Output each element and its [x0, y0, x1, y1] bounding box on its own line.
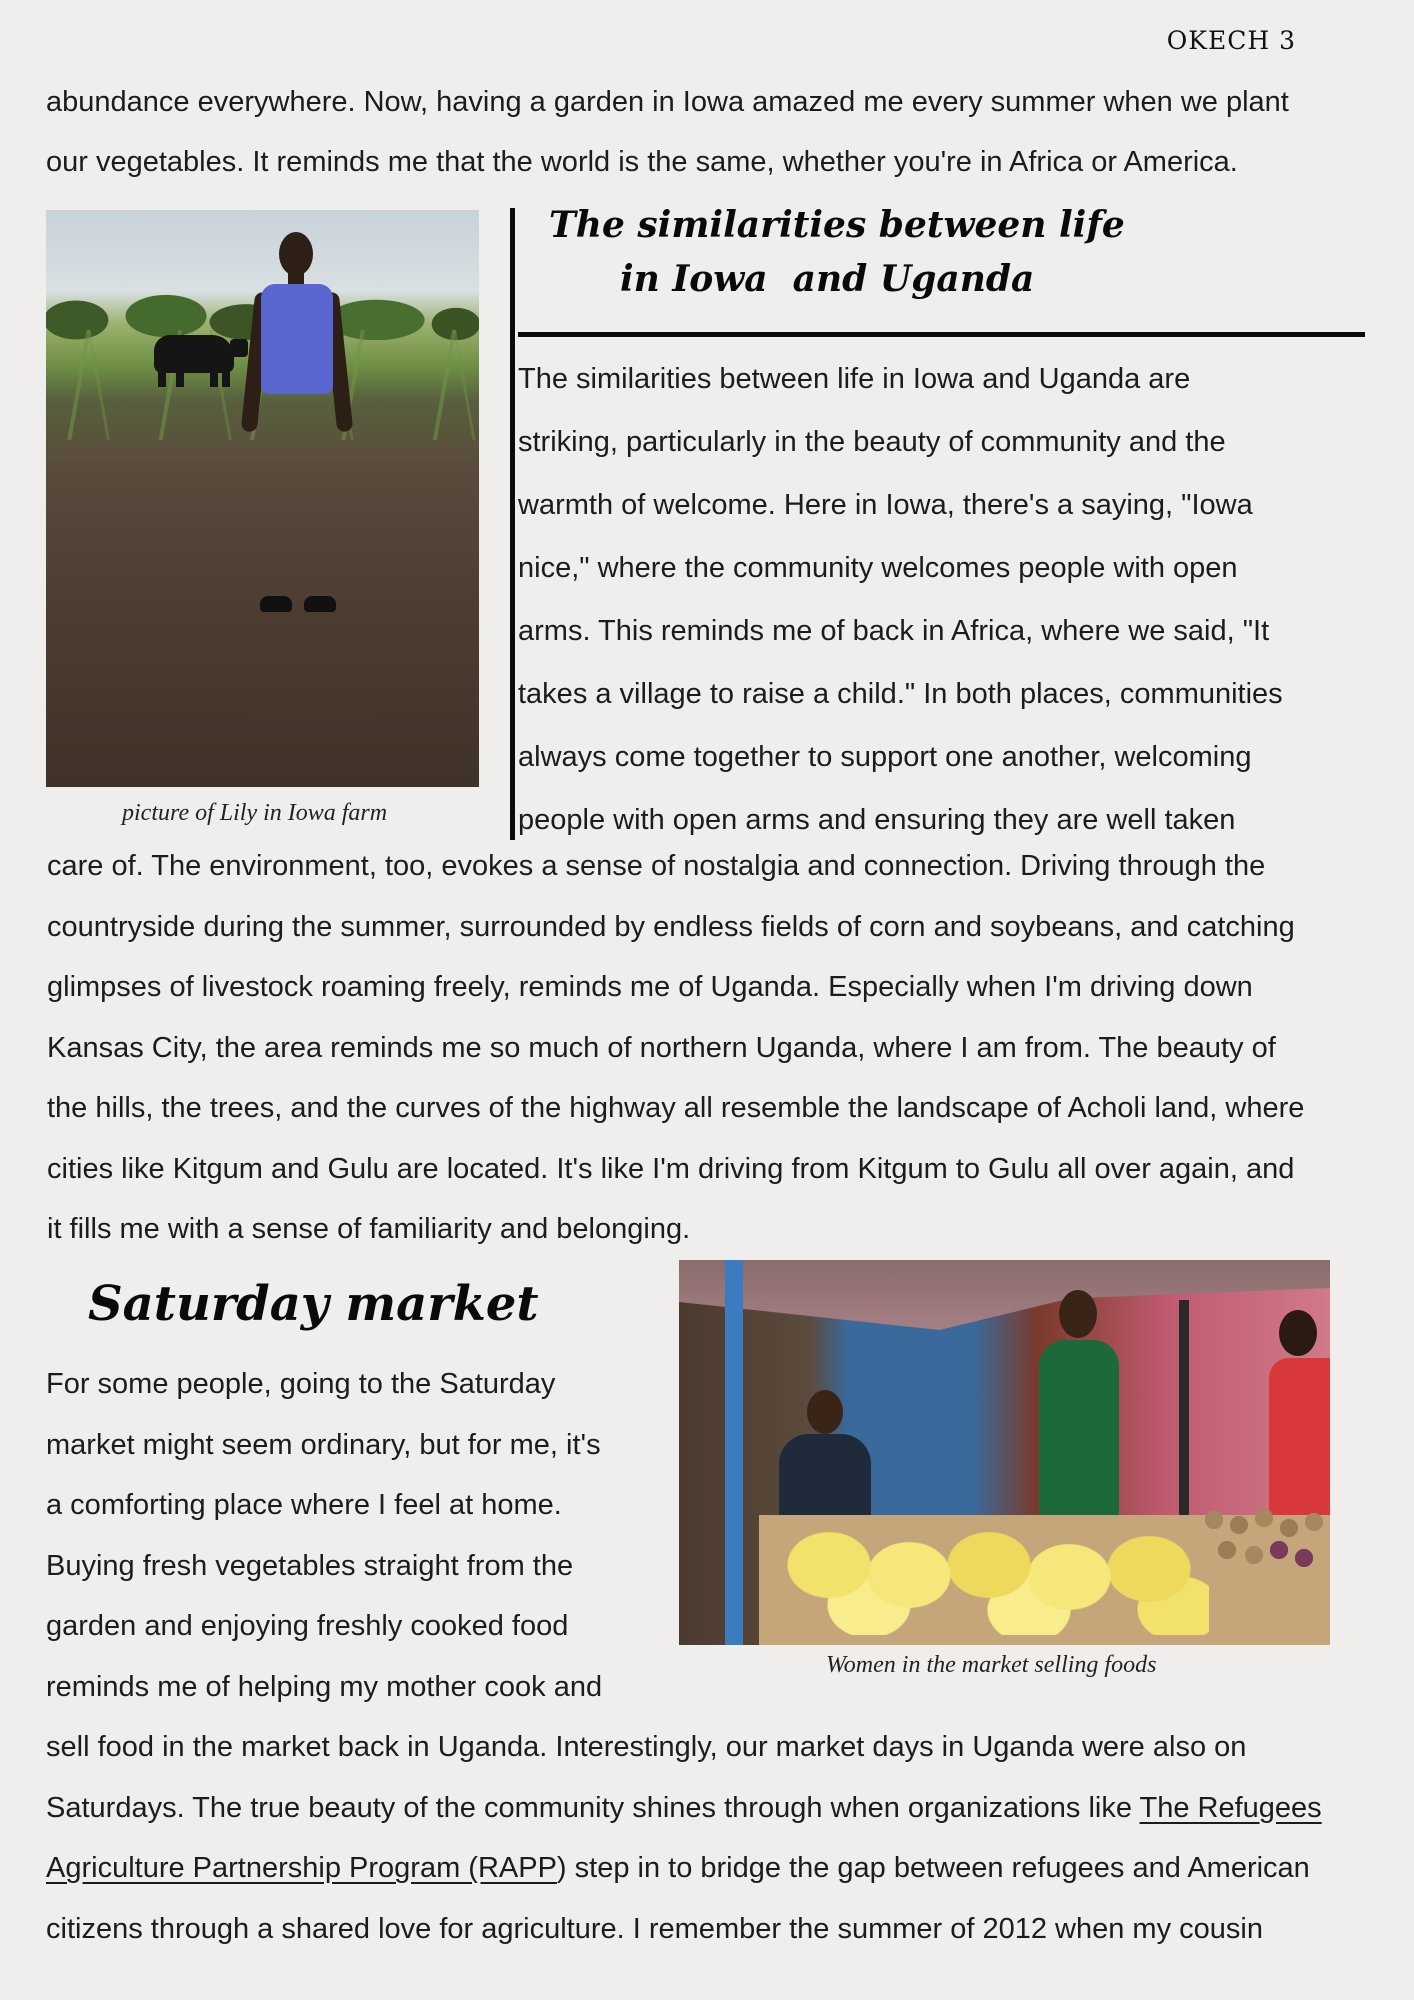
text-line: cities like Kitgum and Gulu are located. It's like I'm driving from Kitgum to Gulu all over again, and — [47, 1152, 1295, 1185]
market-continuation-text — [46, 1717, 1322, 1959]
text-line: always come together to support one another, welcoming — [518, 741, 1252, 773]
vendor-figure — [779, 1390, 869, 1520]
text-line: striking, particularly in the beauty of community and the — [518, 426, 1226, 458]
text-line: glimpses of livestock roaming freely, reminds me of Uganda. Especially when I'm driving down — [47, 971, 1253, 1003]
rapp-link-continued[interactable]: Agriculture Partnership Program (RAPP — [46, 1852, 557, 1884]
saturday-market-heading: Saturday market — [88, 1276, 539, 1332]
section-vertical-rule — [510, 208, 515, 840]
text-line: countryside during the summer, surrounded by endless fields of corn and soybeans, and catching — [47, 910, 1295, 943]
text-line: it fills me with a sense of familiarity and belonging. — [47, 1213, 691, 1245]
text-line: The similarities between life in Iowa and Uganda are — [518, 363, 1191, 395]
farm-photo-caption: picture of Lily in Iowa farm — [122, 800, 388, 826]
text-line: our vegetables. It reminds me that the world is the same, whether you're in Africa or America. — [46, 146, 1238, 178]
vendor-figure — [1029, 1290, 1129, 1520]
text-line — [46, 1778, 1322, 1839]
text-line: market might seem ordinary, but for me, it's — [46, 1428, 601, 1461]
intro-paragraph — [46, 72, 1289, 192]
rapp-link[interactable]: The Refugees — [1139, 1791, 1322, 1824]
text-segment: ) step in to bridge the gap between refugees and American — [556, 1852, 1310, 1884]
text-line: nice," where the community welcomes people with open — [518, 552, 1238, 584]
cow-figure — [154, 335, 234, 373]
text-line: Buying fresh vegetables straight from the — [46, 1549, 574, 1582]
text-line: Kansas City, the area reminds me so much of northern Uganda, where I am from. The beauty of — [47, 1031, 1276, 1064]
text-line: takes a village to raise a child." In both places, communities — [518, 678, 1283, 710]
text-line — [46, 1838, 1322, 1899]
potatoes-onions — [1199, 1500, 1330, 1610]
market-column-text — [46, 1354, 602, 1717]
text-line: arms. This reminds me of back in Africa, where we said, "It — [518, 615, 1270, 647]
text-line: a comforting place where I feel at home. — [46, 1489, 562, 1521]
similarities-continuation-text — [47, 836, 1304, 1260]
market-photo-caption: Women in the market selling foods — [826, 1652, 1157, 1678]
blue-pole — [725, 1260, 743, 1645]
text-line: reminds me of helping my mother cook and — [46, 1670, 603, 1703]
text-segment: Saturdays. The true beauty of the community shines through when organizations like — [46, 1791, 1140, 1824]
text-line: sell food in the market back in Uganda. Interestingly, our market days in Uganda were also on — [46, 1731, 1247, 1763]
text-line: warmth of welcome. Here in Iowa, there's a saying, "Iowa — [518, 489, 1253, 521]
text-line: garden and enjoying freshly cooked food — [46, 1610, 569, 1642]
market-photo — [679, 1260, 1330, 1645]
text-line: the hills, the trees, and the curves of the highway all resemble the landscape of Acholi land, where — [47, 1092, 1305, 1124]
text-line: care of. The environment, too, evokes a sense of nostalgia and connection. Driving through the — [47, 850, 1266, 882]
text-line: For some people, going to the Saturday — [46, 1368, 556, 1400]
lily-farm-photo — [46, 210, 479, 787]
similarities-heading-line1: The similarities between life — [549, 204, 1125, 246]
yellow-produce-bags — [779, 1505, 1209, 1635]
text-line: citizens through a shared love for agriculture. I remember the summer of 2012 when my cousin — [46, 1912, 1263, 1945]
page-number-label: OKECH 3 — [1166, 26, 1296, 55]
person-figure — [236, 232, 356, 652]
text-line: people with open arms and ensuring they are well taken — [518, 804, 1236, 836]
similarities-heading-line2: in Iowa and Uganda — [620, 258, 1035, 300]
market-awning — [679, 1260, 1330, 1330]
vendor-figure — [1269, 1310, 1330, 1520]
text-line: abundance everywhere. Now, having a garden in Iowa amazed me every summer when we plant — [46, 86, 1289, 118]
similarities-column-text — [518, 348, 1283, 852]
heading-underline-rule — [518, 332, 1365, 337]
